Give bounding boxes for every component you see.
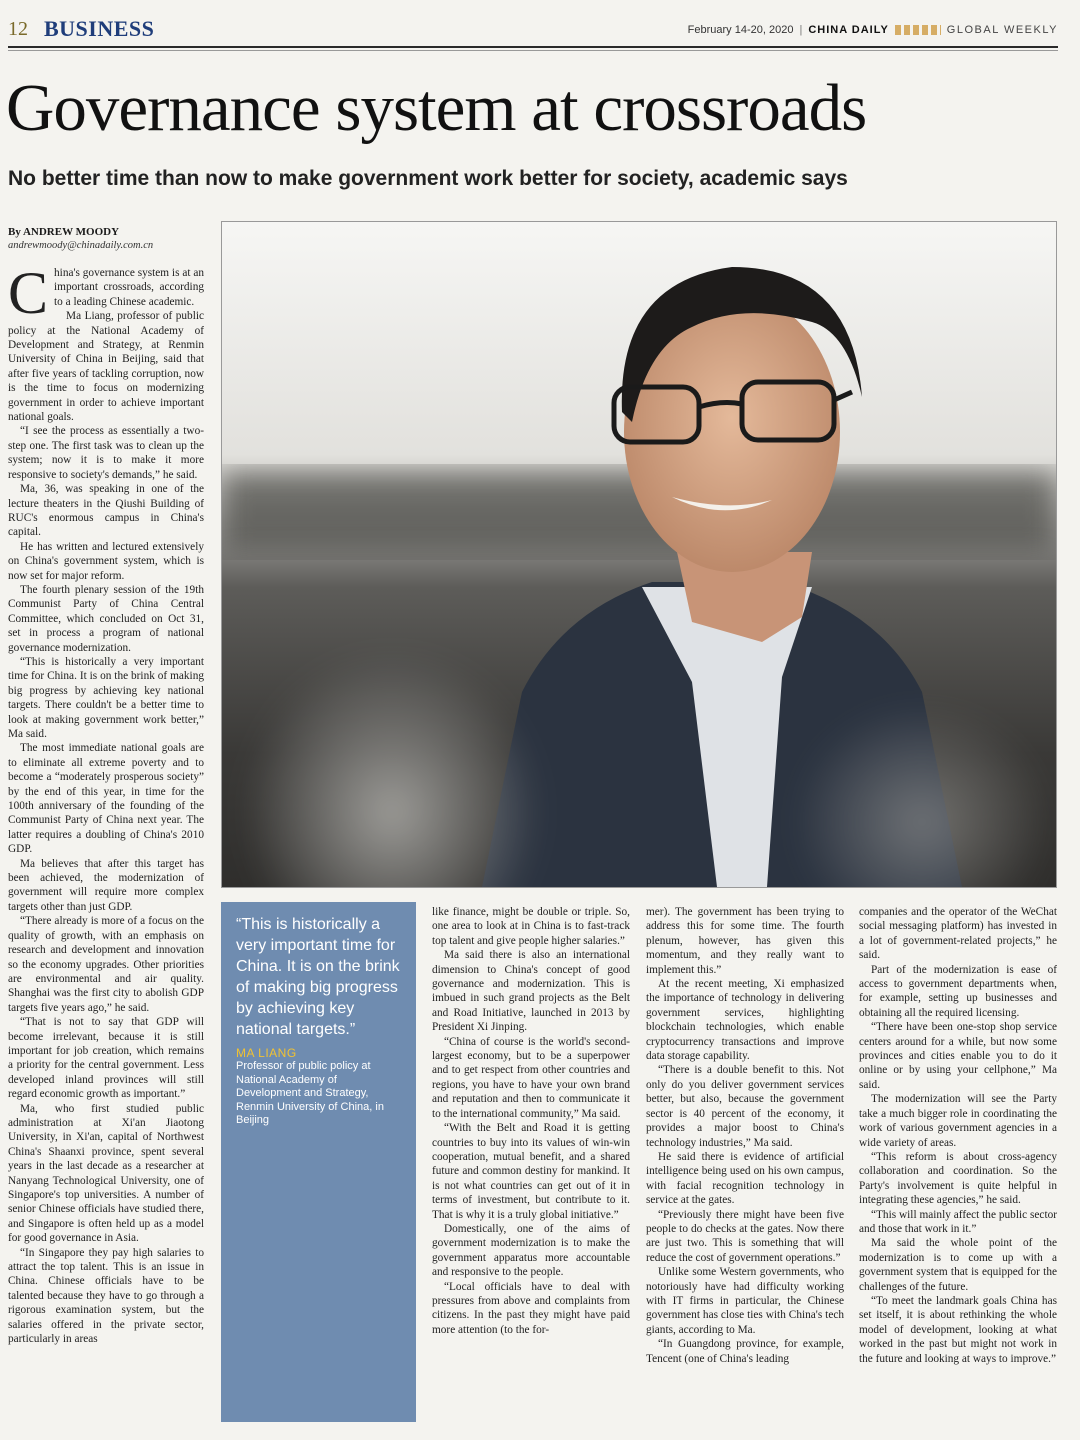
paragraph: Unlike some Western governments, who notoriously have had difficulty working with IT firms in particular, the Chinese government has close ties with China's tech giants, according to Ma. — [646, 1266, 844, 1336]
paragraph: Ma said the whole point of the modernization is to come up with a government system that is equipped for the challenges of the future. — [859, 1237, 1057, 1293]
masthead-info — [688, 24, 1058, 36]
paragraph: Ma, 36, was speaking in one of the lecture theaters in the Qiushi Building of RUC's enormous campus in China's capital. — [8, 483, 204, 539]
paragraph: “With the Belt and Road it is getting countries to buy into its values of win-win cooperation, mutual benefit, and a shared future and common destiny for mankind. It is not what countries can get out of it in terms of investment, but contribute to it. That is why it is a truly global initiative.” — [432, 1122, 630, 1221]
section-title: BUSINESS — [44, 16, 155, 41]
subheadline: No better time than now to make government work better for society, academic says — [8, 167, 848, 190]
paragraph: “There is a double benefit to this. Not only do you deliver government services better, but also, because the government sector is 40 percent of the economy, it provides a major boost to China's technology industries,” Ma said. — [646, 1064, 844, 1149]
article-column-3 — [646, 905, 844, 1432]
edition-name: GLOBAL WEEKLY — [946, 24, 1058, 36]
paragraph: Domestically, one of the aims of government modernization is to make the government apparatus more accountable and responsive to the people. — [432, 1222, 630, 1279]
paragraph: The fourth plenary session of the 19th Communist Party of China Central Committee, which concluded on Oct 31, set in process a program of national governance modernization. — [8, 583, 204, 654]
paragraph: At the recent meeting, Xi emphasized the importance of technology in delivering government services, highlighting blockchain technologies, which enable cryptocurrency transactions and improve data storage capability. — [646, 978, 844, 1063]
paragraph: Ma believes that after this target has been achieved, the modernization of government will require more complex targets other than just GDP. — [8, 857, 204, 913]
paragraph: like finance, might be double or triple. So, one area to look at in China is to fast-track top talent and give people higher salaries.” — [432, 906, 630, 947]
paragraph: “To meet the landmark goals China has set itself, it is about rethinking the whole model of development, looking at what worked in the past but might not work in the future and looking at ways to improve.” — [859, 1294, 1057, 1365]
byline: By ANDREW MOODY — [8, 226, 120, 238]
brand-name: CHINA DAILY — [808, 24, 889, 36]
drop-cap: C — [8, 266, 49, 326]
paragraph: “This will mainly affect the public sector and those that work in it.” — [859, 1208, 1057, 1235]
masthead-rule-thin — [8, 50, 1058, 51]
headline: Governance system at crossroads — [6, 71, 867, 145]
page-number: 12 — [8, 18, 28, 40]
paragraph: hina's governance system is at an important crossroads, according to a leading Chinese academic. — [54, 267, 204, 308]
paragraph: The modernization will see the Party take a much bigger role in coordinating the work of various government agencies in a wide variety of areas. — [859, 1093, 1057, 1149]
paragraph: He has written and lectured extensively on China's government system, which is now set for major reform. — [8, 540, 204, 582]
masthead-separator: | — [799, 24, 803, 36]
masthead-rule — [8, 46, 1058, 48]
paragraph: “In Guangdong province, for example, Tencent (one of China's leading — [646, 1338, 844, 1365]
paragraph: mer). The government has been trying to address this for some time. The fourth plenum, however, has given this momentum, and they really want to implement this.” — [646, 906, 844, 976]
paragraph: “In Singapore they pay high salaries to attract the top talent. This is an issue in China. Chinese officials have to be talented because they have to go through a rigorous examination system, but the salaries offered in the private sector, particularly in areas — [8, 1246, 204, 1346]
paragraph: “There have been one-stop shop service centers around for a while, but now some provinces and cities enable you to do it online or by using your cellphone,” Ma said. — [859, 1021, 1057, 1091]
masthead — [8, 14, 1058, 44]
paragraph: Ma Liang, professor of public policy at the National Academy of Development and Strategy, at Renmin University of China in Beijing, said that after five years of tackling corruption, now is the time to focus on modernizing government in order to achieve important national goals. — [8, 310, 204, 424]
paragraph: “Previously there might have been five people to do checks at the gates. Now there are just two. This is something that will reduce the cost of government operations.” — [646, 1208, 844, 1264]
paragraph: “This reform is about cross-agency collaboration and coordination. So the Party's involvement is quite helpful in integrating these agencies,” he said. — [859, 1150, 1057, 1207]
paragraph: “There already is more of a focus on the quality of growth, with an emphasis on research and development and innovation so the economy upgrades. Other priorities are environmental and air quality. Shanghai was the first city to abolish GDP targets five years ago,” he said. — [8, 915, 204, 1014]
author-email[interactable]: andrewmoody@chinadaily.com.cn — [8, 240, 154, 251]
paragraph: “That is not to say that GDP will become irrelevant, because it is still important for job creation, which remains a priority for the central government. Less developed inland provinces will still regard economic growth as important.” — [8, 1016, 204, 1101]
paragraph: companies and the operator of the WeChat social messaging platform) has invested in a lot of government-related projects,” he said. — [859, 906, 1057, 962]
paragraph: The most immediate national goals are to eliminate all extreme poverty and to become a “moderately prosperous society” by the end of this year, in time for the 100th anniversary of the founding of the Communist Party of China next year. The latter requires a doubling of China's 2010 GDP. — [8, 742, 204, 856]
pull-quote-text: “This is historically a very important time for China. It is on the brink of making big progress by achieving key national targets.” — [236, 916, 400, 1038]
portrait-photo-illustration — [222, 222, 1056, 887]
paragraph: “China of course is the world's second-largest economy, but to be a superpower and to get respect from other countries and regions, you have to have your own brand and reputation and then to communicate it to the international community,” Ma said. — [432, 1035, 630, 1120]
article-column-2 — [432, 905, 630, 1432]
paragraph: “I see the process as essentially a two-step one. The first task was to clean up the system; now it is to make it more responsive to society's demands,” he said. — [8, 425, 204, 481]
pull-quote — [221, 902, 416, 1422]
paragraph: Part of the modernization is ease of access to government departments when, for example, setting up businesses and obtaining all the required licensing. — [859, 963, 1057, 1019]
paragraph: Ma, who first studied public administration at Xi'an Jiaotong University, in Xi'an, capital of Northwest China's Shaanxi province, spent several years in the last decade as a researcher at Nanyang Technological University, one of Singapore's top universities. A number of senior Chinese officials have studied there, and Singapore is often held up as a model for good governance in Asia. — [8, 1102, 204, 1245]
paragraph: He said there is evidence of artificial intelligence being used on his own campus, with facial recognition technology in service at the gates. — [646, 1150, 844, 1207]
pull-quote-name: MA LIANG — [236, 1046, 297, 1060]
pull-quote-title: Professor of public policy at National Academy of Development and Strategy, Renmin University of China, in Beijing — [236, 1060, 384, 1126]
china-daily-chinese-logo-icon — [895, 25, 941, 35]
portrait-photo — [221, 221, 1057, 888]
article-column-1 — [8, 266, 204, 1432]
issue-date: February 14-20, 2020 — [687, 24, 794, 36]
paragraph: “Local officials have to deal with pressures from above and complaints from citizens. In the past they might have paid more attention (to the for- — [432, 1280, 630, 1336]
article-column-4 — [859, 905, 1057, 1432]
paragraph: “This is historically a very important time for China. It is on the brink of making big progress by achieving key national targets. There couldn't be a better time to look at making government work better,” Ma said. — [8, 655, 204, 740]
paragraph: Ma said there is also an international dimension to China's concept of good governance and modernization. This is imbued in such grand projects as the Belt and Road Initiative, launched in 2013 by President Xi Jinping. — [432, 949, 630, 1034]
